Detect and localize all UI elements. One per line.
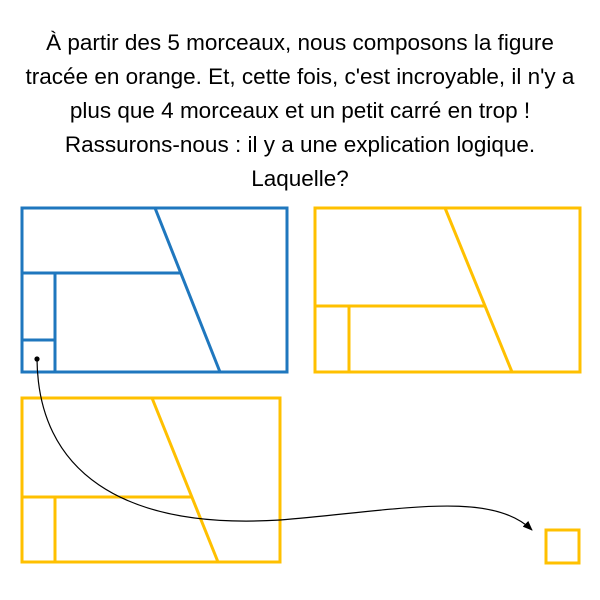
orange-bottom-outline — [22, 398, 280, 562]
blue-figure — [22, 208, 287, 372]
orange-top-right-diagonal — [445, 208, 512, 372]
extra-small-square — [546, 530, 579, 563]
blue-outline — [22, 208, 287, 372]
curved-arrow — [37, 359, 532, 530]
orange-bottom-diagonal — [152, 398, 218, 562]
orange-rearranged-figure — [315, 208, 580, 372]
orange-hole-figure — [22, 398, 280, 562]
orange-top-right-outline — [315, 208, 580, 372]
blue-diagonal — [155, 208, 220, 372]
question-text: À partir des 5 morceaux, nous composons la figure tracée en orange. Et, cette fois, c'est incroyable, il n'y a plus que 4 morceaux et un petit carré en trop ! Rassurons-nous : il y a une explication logique. Laquelle? — [25, 30, 575, 191]
